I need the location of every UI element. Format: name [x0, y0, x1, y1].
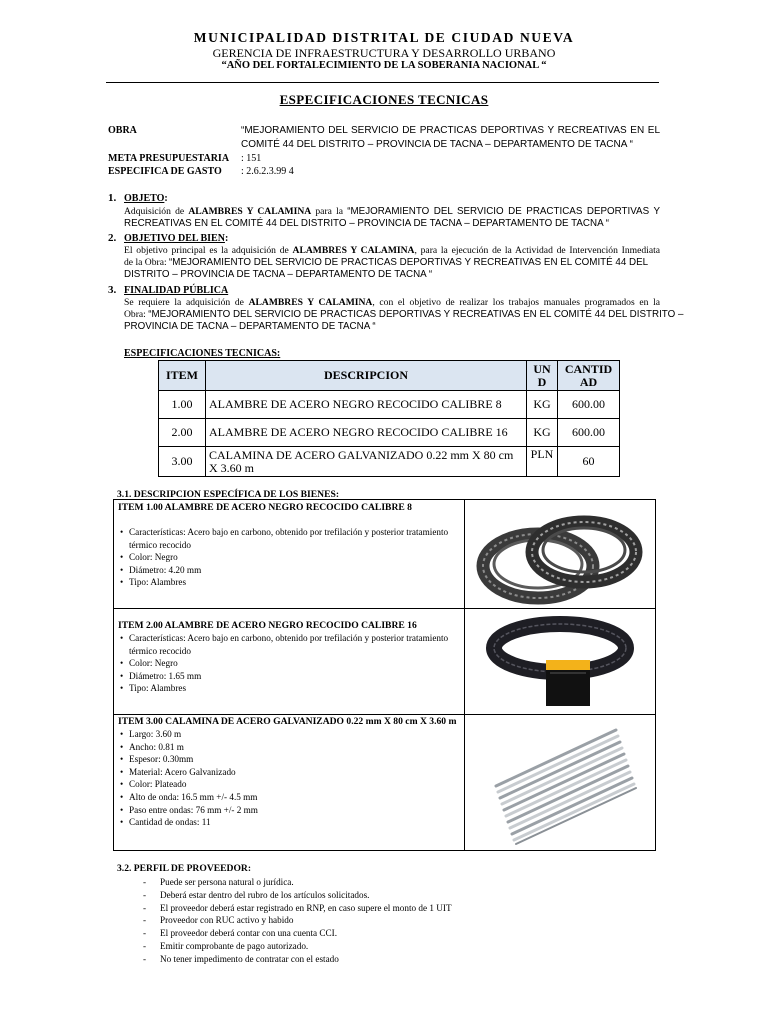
cell-quantity: 600.00: [558, 391, 620, 419]
section-1-line2: [124, 218, 609, 230]
section-3-text-e: “MEJORAMIENTO DEL SERVICIO DE PRACTICAS DEPORTIVAS Y RECREATIVAS EN EL COMITÉ 44 DEL DISTRITO –: [148, 309, 684, 320]
section-1-text-e: RECREATIVAS EN EL COMITÉ 44 DEL DISTRITO – PROVINCIA DE TACNA – DEPARTAMENTO DE TACNA “: [124, 218, 610, 229]
goods-item-features: [118, 526, 462, 589]
col-header-description: DESCRIPCION: [206, 361, 527, 391]
goods-item-1: [118, 502, 462, 589]
section-3-text-a: Se requiere la adquisición de: [124, 297, 249, 308]
list-item: • Paso entre ondas: 76 mm +/- 2 mm: [118, 804, 462, 817]
goods-item-title: ITEM 1.00 ALAMBRE DE ACERO NEGRO RECOCIDO CALIBRE 8: [118, 502, 412, 513]
section-2-text-c: , para la ejecución de la Actividad de Intervención Inmediata: [414, 245, 661, 256]
goods-table: [113, 499, 656, 851]
list-item: • Material: Acero Galvanizado: [118, 766, 462, 779]
section-1-title: OBJETO: [124, 193, 165, 204]
section-3-line2: [124, 309, 683, 321]
provider-heading: 3.2. PERFIL DE PROVEEDOR:: [117, 863, 252, 874]
list-item: - Puede ser persona natural o jurídica.: [143, 876, 452, 889]
list-item: - No tener impedimento de contratar con el estado: [143, 953, 452, 966]
section-3-text-b: ALAMBRES Y CALAMINA: [248, 297, 373, 308]
department-name: GERENCIA DE INFRAESTRUCTURA Y DESARROLLO URBANO: [212, 46, 556, 60]
list-item: • Características: Acero bajo en carbono, obtenido por trefilación y posterior tratamiento térmico recocido: [118, 526, 462, 551]
goods-item-3: [118, 716, 462, 829]
section-1-text-c: para la: [311, 206, 348, 217]
wire-coil-16-image: [466, 610, 654, 712]
list-item: • Alto de onda: 16.5 mm +/- 4.5 mm: [118, 791, 462, 804]
section-2-text-f: DISTRITO – PROVINCIA DE TACNA – DEPARTAMENTO DE TACNA “: [124, 269, 433, 280]
goods-item-features: [118, 728, 462, 829]
gasto-value: : 2.6.2.3.99 4: [241, 166, 294, 177]
section-3-text-c: , con el objetivo de realizar los trabajos manuales programados en la: [372, 297, 660, 308]
table-row: [159, 391, 620, 419]
section-1-colon: :: [164, 193, 168, 204]
list-item: - El proveedor deberá contar con una cuenta CCI.: [143, 927, 452, 940]
list-item: • Ancho: 0.81 m: [118, 741, 462, 754]
section-3-text-f: PROVINCIA DE TACNA – DEPARTAMENTO DE TACNA “: [124, 321, 376, 332]
section-3-line3: [124, 321, 376, 333]
obra-value-line1: “MEJORAMIENTO DEL SERVICIO DE PRACTICAS DEPORTIVAS Y RECREATIVAS EN EL: [241, 125, 660, 136]
cell-item: 2.00: [159, 419, 206, 447]
section-2-text-a: El objetivo principal es la adquisición de: [124, 245, 293, 256]
goods-item-title: ITEM 3.00 CALAMINA DE ACERO GALVANIZADO 0.22 mm X 80 cm X 3.60 m: [118, 716, 457, 727]
list-item: • Espesor: 0.30mm: [118, 753, 462, 766]
section-1-text-a: Adquisición de: [124, 206, 189, 217]
list-item: • Diámetro: 4.20 mm: [118, 564, 462, 577]
section-2-text-e: “MEJORAMIENTO DEL SERVICIO DE PRACTICAS DEPORTIVAS Y RECREATIVAS EN EL COMITÉ 44 DEL: [169, 257, 649, 268]
list-item: • Largo: 3.60 m: [118, 728, 462, 741]
header-divider: [106, 82, 659, 83]
cell-unit: KG: [527, 419, 558, 447]
cell-unit: KG: [527, 391, 558, 419]
goods-item-features: [118, 632, 462, 695]
section-1-heading: [124, 193, 168, 204]
list-item: - El proveedor deberá estar registrado en RNP, en caso supere el monto de 1 UIT: [143, 902, 452, 915]
wire-coil-8-image: [466, 502, 654, 606]
section-2-line3: [124, 269, 432, 281]
section-2-line2: [124, 257, 648, 269]
col-header-quantity: CANTID AD: [558, 361, 620, 391]
list-item: • Cantidad de ondas: 11: [118, 816, 462, 829]
section-3-line1: [124, 297, 660, 309]
section-2-heading: [124, 233, 228, 244]
meta-label: META PRESUPUESTARIA: [108, 153, 230, 164]
cell-item: 1.00: [159, 391, 206, 419]
section-2-line1: [124, 245, 660, 257]
list-item: - Emitir comprobante de pago autorizado.: [143, 940, 452, 953]
cell-description: ALAMBRE DE ACERO NEGRO RECOCIDO CALIBRE 8: [206, 391, 527, 419]
wire-coil-8-picture: [466, 502, 654, 606]
list-item: • Color: Plateado: [118, 778, 462, 791]
meta-value: : 151: [241, 153, 262, 164]
section-1-number: 1.: [108, 192, 117, 204]
list-item: • Color: Negro: [118, 551, 462, 564]
section-3-number: 3.: [108, 284, 117, 296]
obra-label: OBRA: [108, 125, 137, 136]
goods-row-divider: [114, 608, 655, 609]
spec-table: [158, 360, 620, 477]
wire-coil-16-picture: [466, 610, 654, 712]
cell-quantity: 60: [558, 447, 620, 477]
list-item: - Deberá estar dentro del rubro de los artículos solicitados.: [143, 889, 452, 902]
document-title: ESPECIFICACIONES TECNICAS: [279, 92, 489, 107]
cell-unit: PLN: [527, 447, 558, 477]
corrugated-sheet-picture: [466, 716, 654, 848]
cell-description: ALAMBRE DE ACERO NEGRO RECOCIDO CALIBRE 16: [206, 419, 527, 447]
list-item: • Diámetro: 1.65 mm: [118, 670, 462, 683]
list-item: • Tipo: Alambres: [118, 682, 462, 695]
table-row: [159, 419, 620, 447]
spec-table-caption: ESPECIFICACIONES TECNICAS:: [124, 348, 281, 359]
provider-list: [143, 876, 452, 966]
spec-table-header-row: [159, 361, 620, 391]
section-3-title: FINALIDAD PÚBLICA: [124, 285, 229, 296]
section-1-line1: [124, 206, 660, 218]
col-header-item: ITEM: [159, 361, 206, 391]
list-item: • Características: Acero bajo en carbono, obtenido por trefilación y posterior tratamiento térmico recocido: [118, 632, 462, 657]
gasto-label: ESPECIFICA DE GASTO: [108, 166, 222, 177]
section-2-number: 2.: [108, 232, 117, 244]
list-item: • Tipo: Alambres: [118, 576, 462, 589]
goods-heading: 3.1. DESCRIPCION ESPECÍFICA DE LOS BIENES:: [117, 489, 340, 500]
section-3-text-d: Obra:: [124, 309, 149, 320]
cell-quantity: 600.00: [558, 419, 620, 447]
table-row: [159, 447, 620, 477]
cell-item: 3.00: [159, 447, 206, 477]
cell-description: CALAMINA DE ACERO GALVANIZADO 0.22 mm X 80 cm X 3.60 m: [206, 447, 527, 477]
goods-item-title: ITEM 2.00 ALAMBRE DE ACERO NEGRO RECOCIDO CALIBRE 16: [118, 620, 417, 631]
year-motto: “AÑO DEL FORTALECIMIENTO DE LA SOBERANIA NACIONAL “: [221, 60, 547, 71]
section-2-text-b: ALAMBRES Y CALAMINA: [292, 245, 415, 256]
goods-item-2: [118, 620, 462, 695]
municipality-name: MUNICIPALIDAD DISTRITAL DE CIUDAD NUEVA: [193, 30, 575, 45]
goods-row-divider: [114, 714, 655, 715]
section-1-text-d: “MEJORAMIENTO DEL SERVICIO DE PRACTICAS DEPORTIVAS Y: [347, 206, 660, 217]
section-2-title: OBJETIVO DEL BIEN: [124, 233, 225, 244]
corrugated-sheet-image: [466, 716, 654, 848]
section-2-colon: :: [224, 233, 229, 244]
section-1-text-b: ALAMBRES Y CALAMINA: [188, 206, 312, 217]
obra-value-line2: COMITÉ 44 DEL DISTRITO – PROVINCIA DE TACNA – DEPARTAMENTO DE TACNA “: [241, 139, 633, 150]
section-2-text-d: de la Obra:: [124, 257, 170, 268]
list-item: • Color: Negro: [118, 657, 462, 670]
goods-column-divider: [464, 500, 465, 850]
list-item: - Proveedor con RUC activo y habido: [143, 914, 452, 927]
col-header-unit: UN D: [527, 361, 558, 391]
